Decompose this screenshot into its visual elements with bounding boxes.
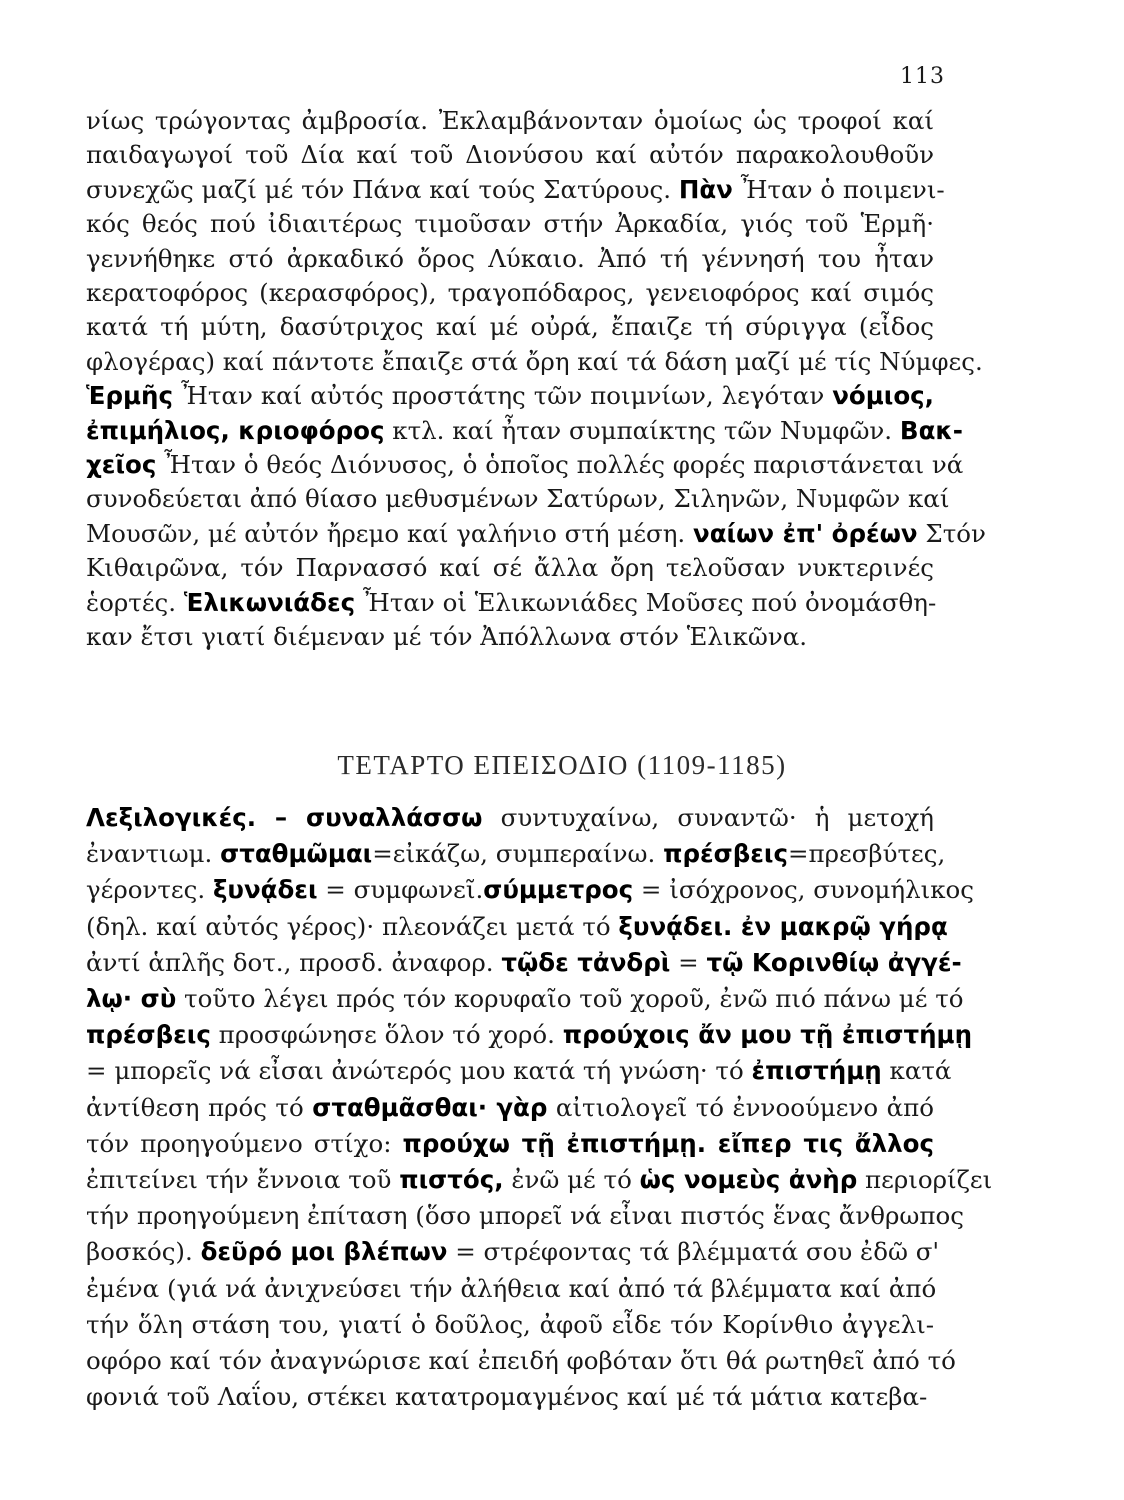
text-run: κτλ. καί ἦταν συμπαίκτης τῶν Νυμφῶν. [384,415,900,445]
bold-term: λῳ· σὺ [86,984,177,1014]
text-line [86,482,950,516]
text-run: Ἦταν ὁ ποιμενι- [732,174,945,204]
paragraph-upper [86,104,986,655]
text-run: γέροντες. [86,875,213,905]
text-line [86,909,948,945]
text-line [86,207,934,241]
text-run: ἀντί ἁπλῆς δοτ., προσδ. ἀναφορ. [86,947,502,977]
bold-term: ὡς νομεὺς ἀνὴρ [639,1165,858,1195]
text-run: (δηλ. καί αὐτός γέρος)· πλεονάζει μετά τό [86,911,619,941]
bold-term: ξυνᾴδει. ἐν μακρῷ γήρᾳ [618,911,948,941]
text-run: Ἦταν καί αὐτός προστάτης τῶν ποιμνίων, λεγόταν [173,381,833,411]
page-number: 113 [900,64,945,89]
bold-term: ναίων ἐπ' ὀρέων [693,518,918,548]
text-line [86,551,934,585]
text-run: ἐμένα (γιά νά ἀνιχνεύσει τήν ἀλήθεια καί ἀπό τά βλέμματα καί ἀπό [86,1273,937,1303]
text-line [86,800,934,836]
text-line [86,1307,934,1343]
text-line [86,1198,964,1234]
text-run: ἐπιτείνει τήν ἔννοια τοῦ [86,1165,400,1195]
text-line [86,1090,934,1126]
text-run: οφόρο καί τόν ἀναγνώρισε καί ἐπειδή φοβόταν ὅτι θά ρωτηθεῖ ἀπό τό [86,1346,956,1376]
bold-term: Ἑρμῆς [86,381,173,411]
text-run: παιδαγωγοί τοῦ Δία καί τοῦ Διονύσου καί αὐτόν παρακολουθοῦν [86,140,934,170]
bold-term: χεῖος [86,450,157,480]
bold-term: τῷδε τἀνδρὶ [501,947,671,977]
text-run: συντυχαίνω, συναντῶ· ἡ μετοχή [482,803,934,832]
text-run: τήν προηγούμενη ἐπίταση (ὅσο μπορεῖ νά εἶναι πιστός ἕνας ἄνθρωπος [86,1201,964,1231]
bold-term: ἐπιστήμῃ [751,1056,882,1086]
text-line [86,1053,952,1089]
paragraph-lexical-notes [86,800,993,1415]
text-line [86,1271,937,1307]
bold-term: Λεξιλογικές. – συναλλάσσω [86,803,483,832]
bold-term: πρέσβεις [663,839,788,869]
text-run: = ἰσόχρονος, συνομήλικος [633,875,975,905]
text-line [86,104,934,138]
text-line [86,345,983,379]
bold-term: πιστός, [399,1165,504,1195]
bold-term: σταθμᾶσθαι· γὰρ [312,1092,548,1122]
bold-term: Ἑλικωνιάδες [183,587,356,617]
text-run: κός θεός πού ἰδιαιτέρως τιμοῦσαν στήν Ἀρκαδία, γιός τοῦ Ἑρμῆ· [86,209,934,239]
bold-term: ἐπιμήλιος, κριοφόρος [86,415,385,445]
text-line [86,242,934,276]
text-line [86,981,964,1017]
text-run: προσφώνησε ὅλον τό χορό. [210,1020,563,1050]
text-run: συνεχῶς μαζί μέ τόν Πάνα καί τούς Σατύρους. [86,174,679,204]
text-run: ἑορτές. [86,587,184,617]
text-line [86,620,934,654]
bold-term: Πὰν [678,174,733,204]
text-run: Ἦταν οἱ Ἑλικωνιάδες Μοῦσες πού ὀνομάσθη- [355,587,937,617]
bold-term: νόμιος, [832,381,934,411]
bold-term: τῷ Κορινθίῳ ἀγγέ- [706,947,962,977]
text-run: τήν ὅλη στάση του, γιατί ὁ δοῦλος, ἀφοῦ εἶδε τόν Κορίνθιο ἀγγελι- [86,1309,934,1339]
text-run: νίως τρώγοντας ἀμβροσία. Ἐκλαμβάνονταν ὁμοίως ὡς τροφοί καί [86,106,934,135]
text-run: τοῦτο λέγει πρός τόν κορυφαῖο τοῦ χοροῦ, ἐνῶ πιό πάνω μέ τό [176,984,964,1014]
text-run: ἐνῶ μέ τό [503,1165,640,1195]
text-run: κατά τή μύτη, δασύτριχος καί μέ οὐρά, ἔπαιζε τή σύριγγα (εἶδος [86,312,934,342]
text-run: Κιθαιρῶνα, τόν Παρνασσό καί σέ ἄλλα ὄρη τελοῦσαν νυκτερινές [86,553,934,583]
text-run: κατά [881,1056,952,1086]
text-run: = στρέφοντας τά βλέμματά σου ἐδῶ σ' [447,1237,940,1267]
text-line [86,872,975,908]
text-line [86,1379,934,1415]
bold-term: προύχοις ἄν μου τῇ ἐπιστήμῃ [562,1020,973,1050]
text-line [86,945,962,981]
text-run: φλογέρας) καί πάντοτε ἔπαιζε στά ὄρη καί τά δάση μαζί μέ τίς Νύμφες. [86,346,983,376]
text-run: =εἰκάζω, συμπεραίνω. [372,839,664,869]
text-line [86,276,934,310]
bold-term: πρέσβεις [86,1020,211,1050]
text-run: γεννήθηκε στό ἀρκαδικό ὄρος Λύκαιο. Ἀπό τή γέννησή του ἦταν [86,243,934,273]
text-run: τόν προηγούμενο στίχο: [86,1128,403,1158]
text-run: φονιά τοῦ Λαΐου, στέκει κατατρομαγμένος καί μέ τά μάτια κατεβα- [86,1382,928,1412]
bold-term: δεῦρό μοι βλέπων [200,1237,448,1267]
text-line [86,1162,993,1198]
text-line [86,448,964,482]
text-line [86,1343,956,1379]
text-line [86,836,946,872]
bold-term: Βακ- [899,415,963,445]
text-run: = [670,947,707,977]
text-run: =πρεσβύτες, [787,839,946,869]
bold-term: σύμμετρος [483,875,634,905]
text-line [86,586,937,620]
text-line [86,414,963,448]
text-run: κερατοφόρος (κερασφόρος), τραγοπόδαρος, γενειοφόρος καί σιμός [86,278,934,308]
text-run: = μπορεῖς νά εἶσαι ἀνώτερός μου κατά τή γνώση· τό [86,1056,752,1086]
text-line [86,517,986,551]
text-run: Μουσῶν, μέ αὐτόν ἤρεμο καί γαλήνιο στή μέση. [86,518,693,548]
text-run: βοσκός). [86,1237,201,1267]
text-line [86,379,934,413]
bold-term: ξυνᾴδει [212,875,318,905]
text-run: Στόν [917,518,986,548]
text-line [86,310,934,344]
text-run: περιορίζει [857,1165,993,1195]
text-line [86,138,934,172]
bold-term: προύχω τῇ ἐπιστήμῃ. εἴπερ τις ἄλλος [402,1128,934,1158]
text-run: συνοδεύεται ἀπό θίασο μεθυσμένων Σατύρων, Σιληνῶν, Νυμφῶν καί [86,484,950,514]
text-line [86,1126,934,1162]
text-run: καν ἔτσι γιατί διέμεναν μέ τόν Ἀπόλλωνα στόν Ἑλικῶνα. [86,622,808,652]
section-heading: ΤΕΤΑΡΤΟ ΕΠΕΙΣΟΔΙΟ (1109-1185) [337,750,787,780]
text-run: ἐναντιωμ. [86,839,221,869]
text-run: Ἦταν ὁ θεός Διόνυσος, ὁ ὁποῖος πολλές φορές παριστάνεται νά [156,450,964,480]
text-run: ἀντίθεση πρός τό [86,1092,313,1122]
text-line [86,173,945,207]
text-run: = συμφωνεῖ. [317,875,484,905]
text-line [86,1017,973,1053]
bold-term: σταθμῶμαι [220,839,373,869]
text-line [86,1234,940,1270]
text-run: αἰτιολογεῖ τό ἐννοούμενο ἀπό [547,1092,934,1122]
